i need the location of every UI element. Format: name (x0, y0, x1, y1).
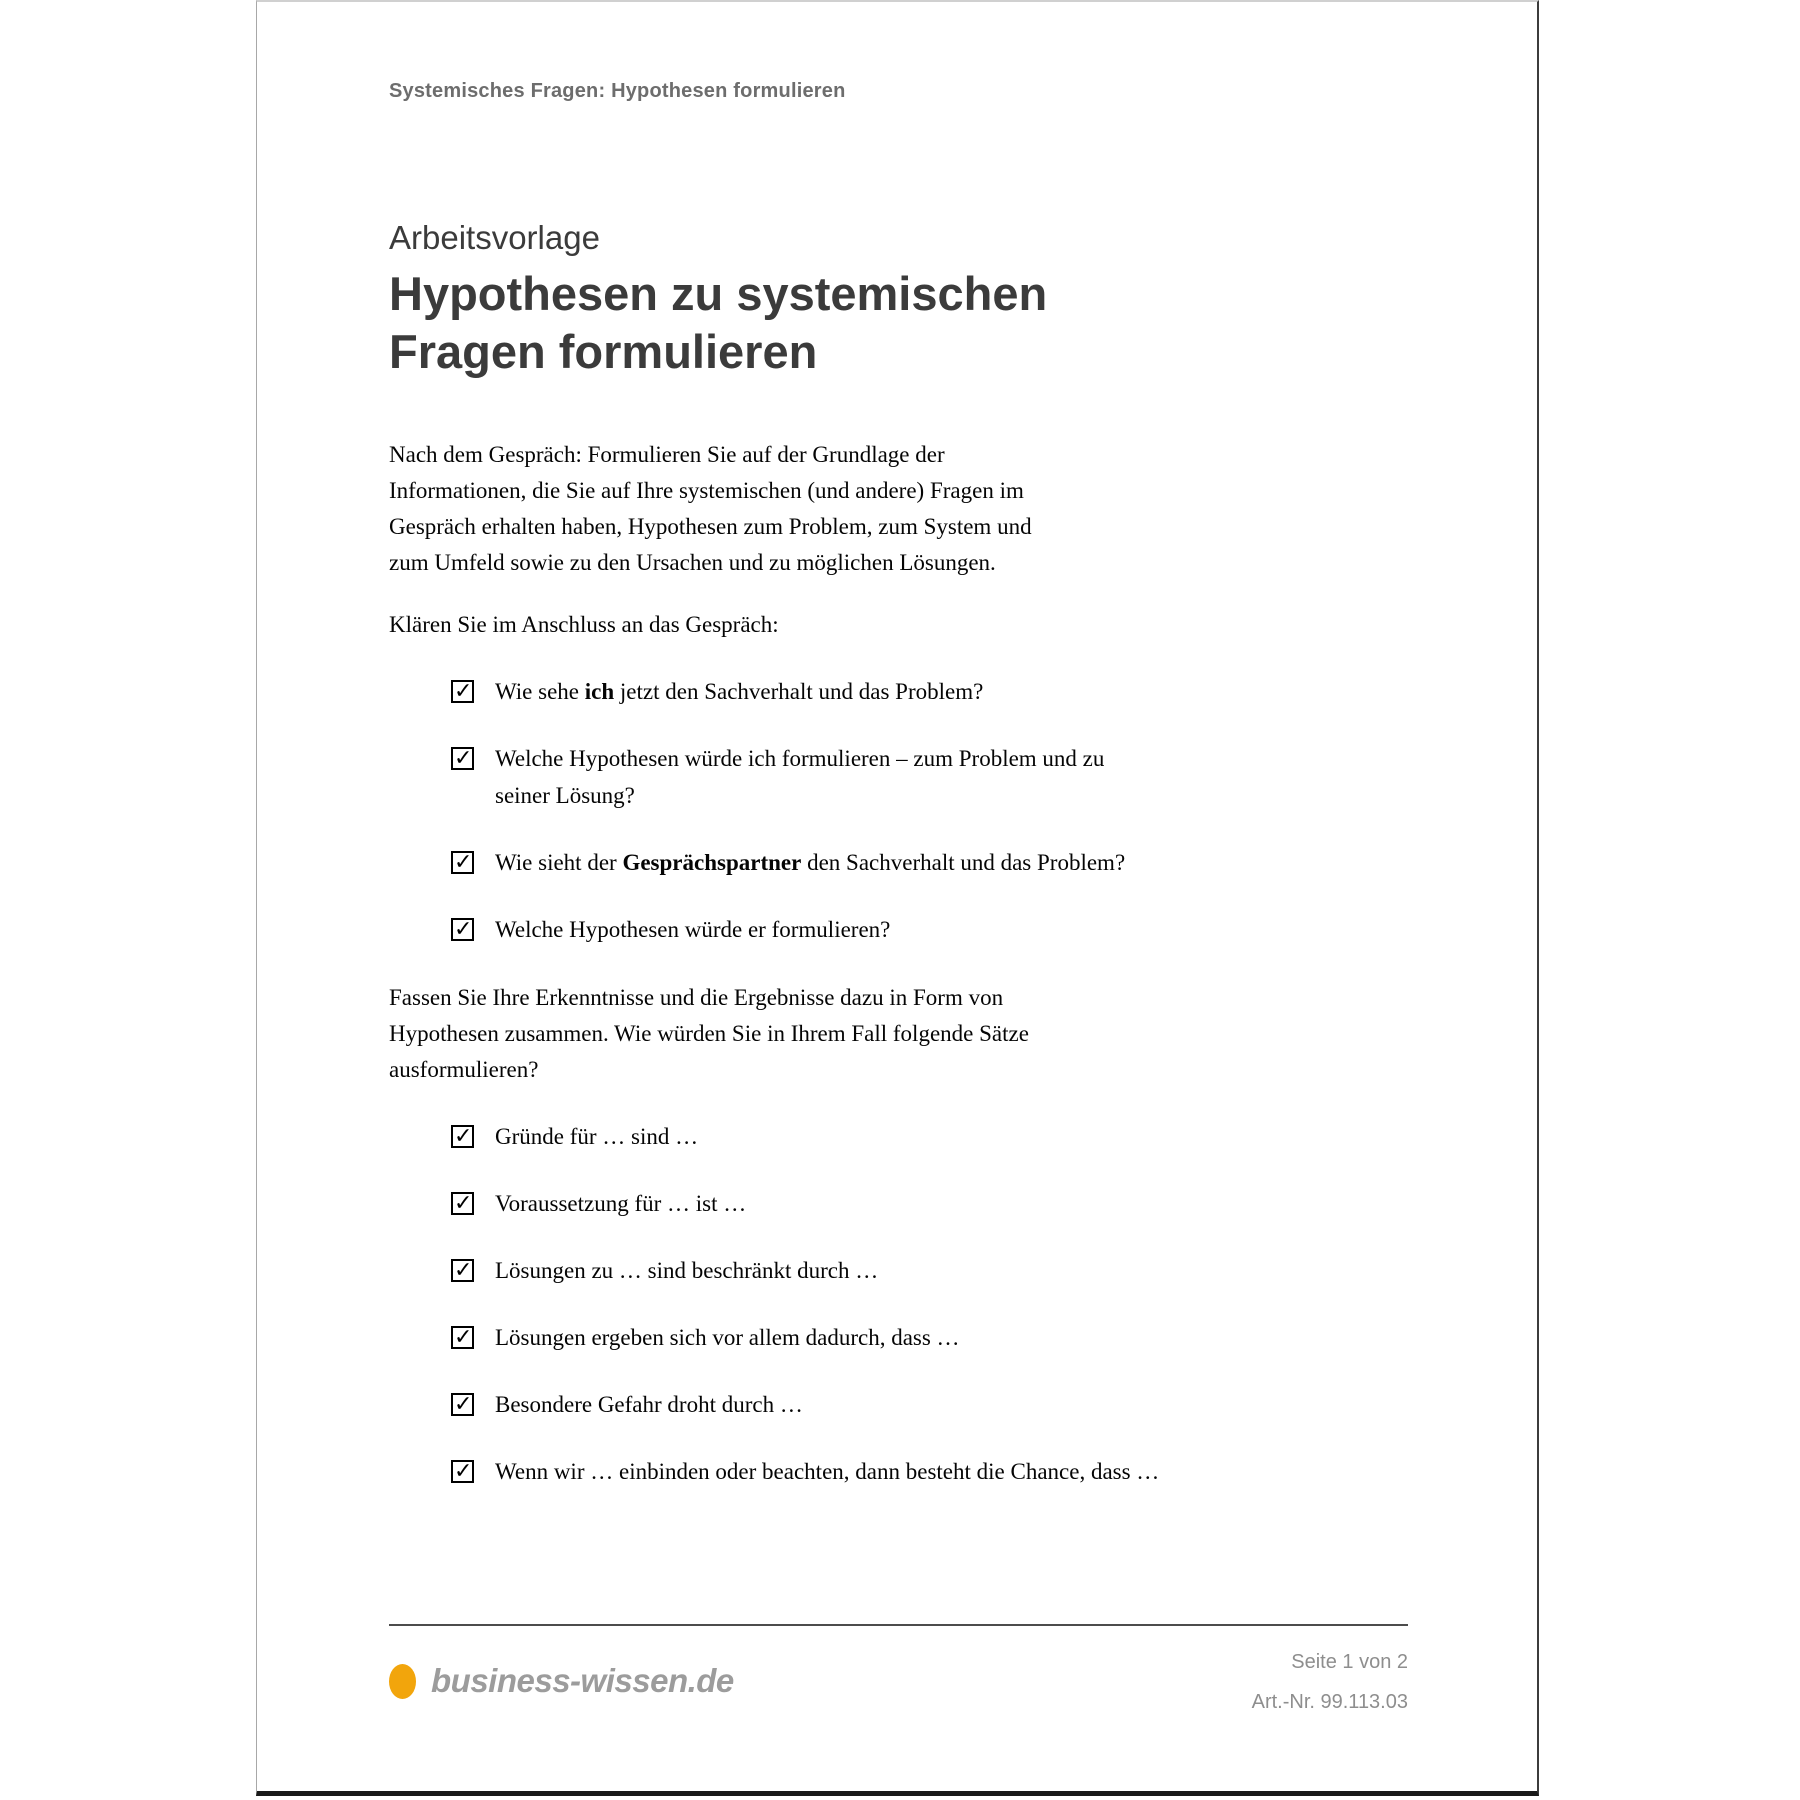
page-title-line2: Fragen formulieren (389, 325, 818, 378)
footer-meta (1252, 1642, 1408, 1722)
lead-in-2: Fassen Sie Ihre Erkenntnisse und die Ergebnisse dazu in Form von Hypothesen zusammen. Wie würden Sie in Ihrem Fall folgende Sätze ausformulieren? (389, 985, 1029, 1082)
checklist-2 (389, 1118, 1405, 1490)
checklist-item-text: Lösungen ergeben sich vor allem dadurch, dass … (495, 1325, 960, 1350)
checkbox-checked-icon: ✓ (451, 851, 474, 874)
checkbox-checked-icon: ✓ (451, 918, 474, 941)
checkbox-checked-icon: ✓ (451, 1125, 474, 1148)
checkbox-checked-icon: ✓ (451, 1192, 474, 1215)
checklist-item-text: Wie sieht der Gesprächspartner den Sachverhalt und das Problem? (495, 850, 1126, 875)
checklist-item (389, 844, 1405, 881)
checkbox-checked-icon: ✓ (451, 1460, 474, 1483)
checklist-item-text: Welche Hypothesen würde er formulieren? (495, 917, 891, 942)
page (256, 0, 1539, 1796)
checklist-item (389, 1185, 1405, 1222)
brand-logo-dot-icon (389, 1664, 416, 1699)
checklist-item-text: Wenn wir … einbinden oder beachten, dann besteht die Chance, dass … (495, 1459, 1160, 1484)
checklist-item-text: Lösungen zu … sind beschränkt durch … (495, 1258, 879, 1283)
checklist-1 (389, 673, 1405, 948)
checklist-item-text: Welche Hypothesen würde ich formulieren – zum Problem und zu seiner Lösung? (495, 746, 1105, 808)
checkbox-checked-icon: ✓ (451, 1326, 474, 1349)
brand-logo (389, 1662, 734, 1700)
checkbox-checked-icon: ✓ (451, 1259, 474, 1282)
footer-row (389, 1626, 1408, 1722)
page-title-line1: Hypothesen zu systemischen (389, 267, 1048, 320)
checklist-item (389, 740, 1405, 814)
checkbox-checked-icon: ✓ (451, 1393, 474, 1416)
article-number: Art.-Nr. 99.113.03 (1251, 1691, 1408, 1713)
checkbox-checked-icon: ✓ (451, 680, 474, 703)
checkbox-checked-icon: ✓ (451, 747, 474, 770)
intro-paragraph: Nach dem Gespräch: Formulieren Sie auf der Grundlage der Informationen, die Sie auf Ihre systemischen (und andere) Fragen im Gespräch erhalten haben, Hypothesen zum Problem, zum System und zum Umfeld sowie zu den Ursachen und zu möglichen Lösungen. (389, 442, 1032, 575)
checklist-item (389, 673, 1405, 710)
lead-in-1: Klären Sie im Anschluss an das Gespräch: (389, 612, 779, 637)
kicker: Arbeitsvorlage (389, 219, 600, 256)
checklist-item (389, 1118, 1405, 1155)
checklist-item-text: Gründe für … sind … (495, 1124, 699, 1149)
checklist-item (389, 1386, 1405, 1423)
checklist-item-text: Besondere Gefahr droht durch … (495, 1392, 803, 1417)
brand-wordmark: business-wissen.de (431, 1662, 734, 1699)
checklist-item-text: Voraussetzung für … ist … (495, 1191, 747, 1216)
checklist-item (389, 1252, 1405, 1289)
checklist-item-text: Wie sehe ich jetzt den Sachverhalt und das Problem? (495, 679, 984, 704)
page-footer (389, 1624, 1408, 1722)
checklist-item (389, 1453, 1405, 1490)
page-content (257, 80, 1537, 1490)
page-title (389, 265, 1089, 381)
checklist-item (389, 1319, 1405, 1356)
running-header: Systemisches Fragen: Hypothesen formulieren (389, 80, 846, 102)
page-number: Seite 1 von 2 (1291, 1651, 1408, 1673)
checklist-item (389, 911, 1405, 948)
